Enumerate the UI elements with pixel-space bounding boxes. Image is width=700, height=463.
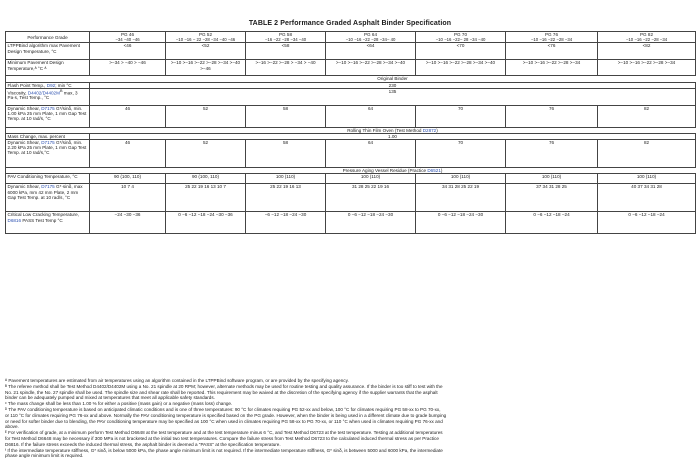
row-label: Minimum Pavement Design Temperature,ᴬ °C ᴬ — [6, 60, 90, 76]
min-design-temp-row — [6, 60, 696, 76]
footnote-line: ᴮ The referee method shall be Test Method D4402/D4402M using a No. 21 spindle at 20 RPM; however, alternate methods may be used for routine testing and quality assurance. If the binder is too stiff to test with the — [5, 383, 443, 389]
footnote-line: ᴱ For verification of grade, at a minimum perform Test Method D6648 at the test temperature and at the test temperature minus 6 °C, and Test Method D6723 at the test temperature. Testing at additional temperatures — [5, 430, 443, 436]
section-title: Pressure Aging Vessel Residue (Practice D6521) — [90, 168, 696, 174]
footnote-line: or 110 °C for climates requiring PG 76-xx and above. Normally the PAV conditioning temperature is specified based on the PG grade. However, when the binder is being used in a different climate due to grade bumping — [5, 412, 447, 418]
table-cell: 64 — [326, 140, 416, 168]
table-cell: 100 (110) — [326, 174, 416, 184]
table-cell: 135 — [90, 88, 696, 105]
method-link[interactable]: D7175 — [41, 140, 55, 146]
grade-header-pg46: PG 46 −34 −40 −46 — [90, 32, 166, 43]
table-cell: <76 — [506, 43, 598, 60]
viscosity-row — [6, 88, 696, 105]
row-label: Dynamic Shear, D7175 G*/sinδ, min. 2.20 kPa 25 mm Plate, 1 mm Gap Test Temp. at 10 rad/s,°C — [6, 140, 90, 168]
row-label: Critical Low Cracking Temperature, D6816 PASS Test Temp °C — [6, 212, 90, 234]
table-cell: 40 37 34 31 28 — [598, 184, 696, 212]
table-cell: 25 22 19 16 13 — [246, 184, 326, 212]
table-cell: <70 — [416, 43, 506, 60]
table-cell: 76 — [506, 140, 598, 168]
grade-header-pg82: PG 82 −10 −16 −22 −28 −34 — [598, 32, 696, 43]
pav-temp-row — [6, 174, 696, 184]
table-cell: >−10 >−16 >−22 >−28 >−34 >−40 >−46 — [166, 60, 246, 76]
table-cell: <46 — [90, 43, 166, 60]
table-cell: 230 — [90, 82, 696, 88]
grade-header-pg76: PG 76 −10 −16 −22 −28 −34 — [506, 32, 598, 43]
table-cell: 100 (110) — [506, 174, 598, 184]
table-cell: >−10 >−16 >−22 >−28 >−34 — [506, 60, 598, 76]
footnote-line: No. 21 spindle, the No. 27 spindle shall be used. The spindle size and shear rate shall be reported. This requirement may be waived at the discretion of the specifying agency if the supplier warrants that the asphalt — [5, 389, 438, 395]
row-label: LTPPBind algorithm max Pavement Design Temperature, °C — [6, 43, 90, 60]
footnote-line: ᶜ The mass change shall be less than 1.00 % for either a positive (mass gain) or a negative (mass loss) change. — [5, 401, 233, 407]
footnote-line: or need for softer binder due to blending, the PAV conditioning temperature may be specified as 100 °C when used in climates requiring PG 58-xx to PG 70-xx, or 110 °C when used in climates requiring PG 76-xx and — [5, 418, 443, 424]
grade-header-pg64: PG 64 −10 −16 −22 −28 −34− 40 — [326, 32, 416, 43]
footnote-line: phase angle minimum limit is required. — [5, 453, 84, 459]
table-cell: 90 (100, 110) — [166, 174, 246, 184]
table-cell: −24 −30 −36 — [90, 212, 166, 234]
table-cell: 70 — [416, 105, 506, 127]
method-link[interactable]: D92 — [46, 82, 56, 88]
footnote-line: ᶠ If the intermediate temperature stiffness, G* sinδ, is below 5000 kPa, the phase angle minimum limit is not required. If the intermediate temperature stiffness, G* sinδ, is between 5000 and 6000 kPa, the intermediate — [5, 447, 443, 453]
table-cell: 100 (110) — [416, 174, 506, 184]
table-cell: 1.00 — [90, 134, 696, 140]
row-label: Mass Change, max. percent — [6, 134, 90, 140]
specification-table — [5, 31, 696, 234]
table-cell: 0 −6 −12 −18 −24 — [598, 212, 696, 234]
footnote-line: ᴰ The PAV conditioning temperature is based on anticipated climatic conditions and is one of three temperatures: 90 °C for climates requiring PG 52-xx and below, 100 °C for climates requiring PG 58-xx to PG 70-xx, — [5, 406, 441, 412]
table-cell: 10 7 4 — [90, 184, 166, 212]
row-label: Flash Point Temp., D92; min °C — [6, 82, 90, 88]
table-cell: >−10 >−16 >−22 >−28 >−34 >−40 — [326, 60, 416, 76]
table-cell: 82 — [598, 105, 696, 127]
table-cell: >−10 >−16 >−22 >−28 >−34 — [598, 60, 696, 76]
table-cell: 82 — [598, 140, 696, 168]
table-cell: >−34 > −40 > −46 — [90, 60, 166, 76]
table-cell: 37 34 31 28 25 — [506, 184, 598, 212]
table-cell: 58 — [246, 140, 326, 168]
row-label: Dynamic Shear, D7175 G*/sinδ, min. 1.00 kPa 25 mm Plate, 1 mm Gap Test Temp. at 10 rad/s, °C — [6, 105, 90, 127]
footnote-line: above. — [5, 424, 19, 430]
table-cell: 31 28 25 22 19 16 — [326, 184, 416, 212]
method-link[interactable]: D6521 — [427, 168, 441, 174]
method-link[interactable]: D7175 — [41, 105, 55, 111]
header-row — [6, 32, 696, 43]
grade-header-pg58: PG 58 −16 −22 −28 −34 −40 — [246, 32, 326, 43]
table-cell: −6 −12 −18 −24 −30 — [246, 212, 326, 234]
table-cell: 52 — [166, 140, 246, 168]
table-cell: 58 — [246, 105, 326, 127]
footnote-line: ᴬ Pavement temperatures are estimated from air temperatures using an algorithm contained in the LTPPBind software program, or are provided by the specifying agency. — [5, 378, 349, 383]
dsr-rtfo-row — [6, 140, 696, 168]
method-link[interactable]: D7175 — [41, 184, 55, 190]
max-design-temp-row — [6, 43, 696, 60]
table-cell: 64 — [326, 105, 416, 127]
table-cell: <58 — [246, 43, 326, 60]
dsr-pav-row — [6, 184, 696, 212]
grade-header-pg52: PG 52 −10 −16 − 22 −28 −34 −40 −46 — [166, 32, 246, 43]
row-label: PAV Conditioning Temperature, °C — [6, 174, 90, 184]
section-title: Original Binder — [90, 76, 696, 82]
table-cell: 90 (100, 110) — [90, 174, 166, 184]
method-link[interactable]: D4402/D4402M — [27, 90, 60, 96]
table-cell: 70 — [416, 140, 506, 168]
footnote-line: D6816. If the failure stress exceeds the induced thermal stress, the asphalt binder is deemed a "PASS" at the specification temperature. — [5, 441, 281, 447]
table-cell: >−10 >−16 >−22 >−28 >−34 >−40 — [416, 60, 506, 76]
table-cell: 0 −6 −12 −18 −24 −30 — [416, 212, 506, 234]
row-label: Dynamic Shear, D7175 G*·sinδ, max 6000 kPa, mm 42 mm Plate, 2 mm Gap Test Temp. at 10 rad/s, °C — [6, 184, 90, 212]
table-cell: 76 — [506, 105, 598, 127]
table-cell: 0 −6 −12 −18 −24 −30 −36 — [166, 212, 246, 234]
table-cell: 52 — [166, 105, 246, 127]
table-cell: <82 — [598, 43, 696, 60]
row-label: Viscosity, $D4402/D4402M^B$ max, 3 Pa·s, Test Temp., °C — [6, 88, 90, 105]
table-cell: >−16 >−22 >−28 > −34 > −40 — [246, 60, 326, 76]
table-cell: 100 (110) — [246, 174, 326, 184]
table-cell: 100 (110) — [598, 174, 696, 184]
table-cell: 25 22 19 16 13 10 7 — [166, 184, 246, 212]
table-cell: 46 — [90, 140, 166, 168]
section-title: Rolling Thin Film Oven (Test Method D2872) — [90, 127, 696, 133]
table-cell: 0 −6 −12 −18 −24 −30 — [326, 212, 416, 234]
grade-header-pg70: PG 70 −10 −16 −22− 28 −34 −40 — [416, 32, 506, 43]
table-cell: 34 31 28 25 22 19 — [416, 184, 506, 212]
cracking-temp-row — [6, 212, 696, 234]
footnote-line: for Test Method D6648 may be necessary if 300 MPa is not bracketed at the initial two test temperatures. Compare the failure stress from Test Method D6723 to the calculated induced thermal stress as per Practice — [5, 435, 439, 441]
table-cell: <64 — [326, 43, 416, 60]
table-title: TABLE 2 Performance Graded Asphalt Binder Specification — [248, 20, 452, 27]
performance-grade-label: Performance Grade — [6, 32, 90, 43]
footnotes — [5, 378, 695, 459]
table-cell: 46 — [90, 105, 166, 127]
table-cell: <52 — [166, 43, 246, 60]
method-link[interactable]: D2872 — [422, 127, 437, 133]
footnote-line: binder can be adequately pumped and mixed at temperatures that meet all applicable safety standards. — [5, 395, 215, 401]
dsr-original-row — [6, 105, 696, 127]
method-link[interactable]: D6816 — [7, 217, 22, 223]
table-cell: 0 −6 −12 −18 −24 — [506, 212, 598, 234]
